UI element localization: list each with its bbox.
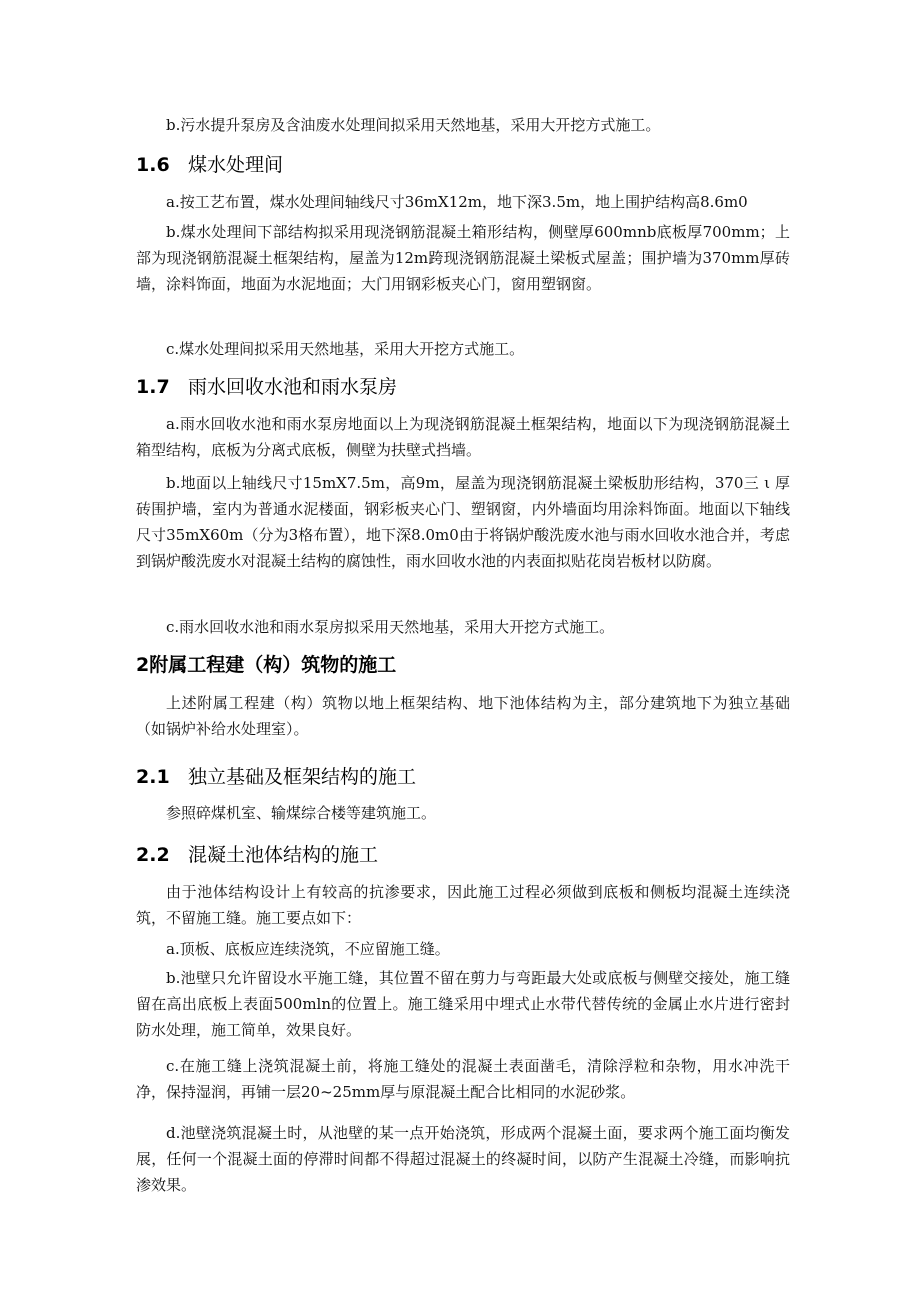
para-1-7-c: c.雨水回收水池和雨水泵房拟采用天然地基，采用大开挖方式施工。 [166,618,615,636]
heading-2-2 [136,842,790,868]
heading-number: 2.2 [136,844,170,866]
para-1-5-b: b.污水提升泵房及含油废水处理间拟采用天然地基，采用大开挖方式施工。 [166,116,661,134]
para-2-1: 参照碎煤机室、输煤综合楼等建筑施工。 [166,804,437,822]
para-1-7-b: b.地面以上轴线尺寸15mX7.5m，高9m，屋盖为现浇钢筋混凝土梁板肋形结构，370三 ι 厚砖围护墙，室内为普通水泥楼面，钢彩板夹心门、塑钢窗，内外墙面均用涂料饰面。地面以下轴线尺寸35mX60m（分为3格布置），地下深8.0m0由于将锅炉酸洗废水池与雨水回收水池合并，考虑到锅炉酸洗废水对混凝土结构的腐蚀性，雨水回收水池的内表面拟贴花岗岩板材以防腐。 [136,474,790,570]
heading-1-6 [136,152,790,178]
heading-2-1 [136,764,790,790]
heading-title: 雨水回收水池和雨水泵房 [188,376,398,398]
heading-1-7 [136,374,790,400]
heading-2: 2附属工程建（构）筑物的施工 [136,654,397,676]
para-2-2-c: c.在施工缝上浇筑混凝土前，将施工缝处的混凝土表面凿毛，清除浮粒和杂物，用水冲洗干净，保持湿润，再铺一层20~25mm厚与原混凝土配合比相同的水泥砂浆。 [136,1057,790,1101]
para-2-2-b: b.池壁只允许留设水平施工缝，其位置不留在剪力与弯距最大处或底板与侧壁交接处，施工缝留在高出底板上表面500mln的位置上。施工缝采用中埋式止水带代替传统的金属止水片进行密封防水处理，施工简单，效果良好。 [136,969,790,1039]
heading-title: 独立基础及框架结构的施工 [188,766,417,788]
para-2-2-a: a.顶板、底板应连续浇筑，不应留施工缝。 [166,940,450,958]
heading-title: 煤水处理间 [188,154,284,176]
heading-title: 混凝土池体结构的施工 [188,844,379,866]
para-1-7-a: a.雨水回收水池和雨水泵房地面以上为现浇钢筋混凝土框架结构，地面以下为现浇钢筋混凝土箱型结构，底板为分离式底板，侧壁为扶壁式挡墙。 [136,415,790,459]
heading-number: 1.7 [136,376,170,398]
para-2-2-intro: 由于池体结构设计上有较高的抗渗要求，因此施工过程必须做到底板和侧板均混凝土连续浇筑，不留施工缝。施工要点如下： [136,883,790,927]
heading-number: 2.1 [136,766,170,788]
para-2-intro: 上述附属工程建（构）筑物以地上框架结构、地下池体结构为主，部分建筑地下为独立基础（如锅炉补给水处理室）。 [136,694,790,738]
para-1-6-c: c.煤水处理间拟采用天然地基，采用大开挖方式施工。 [166,340,525,358]
para-1-6-b: b.煤水处理间下部结构拟采用现浇钢筋混凝土箱形结构，侧壁厚600mnb底板厚700mm；上部为现浇钢筋混凝土框架结构，屋盖为12m跨现浇钢筋混凝土梁板式屋盖；围护墙为370mm厚砖墙，涂料饰面，地面为水泥地面；大门用钢彩板夹心门，窗用塑钢窗。 [136,223,790,293]
heading-number: 1.6 [136,154,170,176]
para-1-6-a: a.按工艺布置，煤水处理间轴线尺寸36mX12m，地下深3.5m，地上围护结构高8.6m0 [166,193,748,211]
para-2-2-d: d.池壁浇筑混凝土时，从池壁的某一点开始浇筑，形成两个混凝土面，要求两个施工面均衡发展，任何一个混凝土面的停滞时间都不得超过混凝土的终凝时间，以防产生混凝土冷缝，而影响抗渗效果。 [136,1124,790,1194]
